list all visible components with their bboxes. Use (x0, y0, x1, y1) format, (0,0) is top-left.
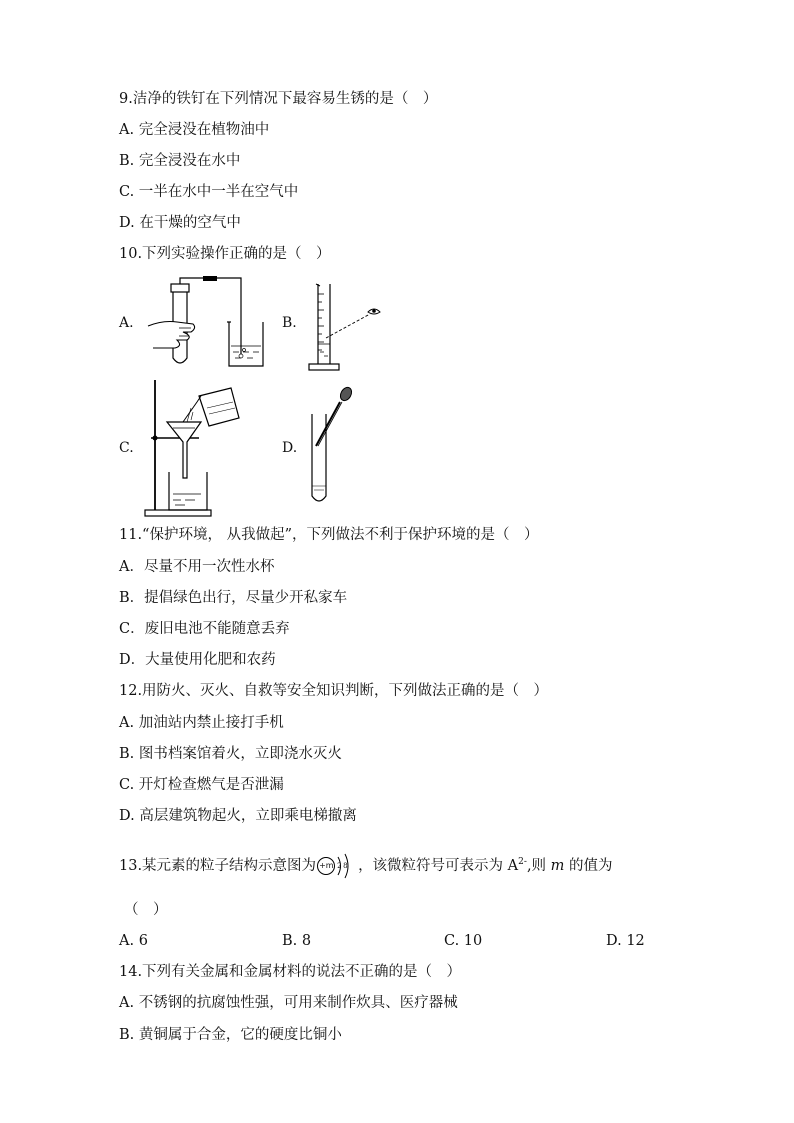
q11-option-c: C．废旧电池不能随意丢弃 (119, 621, 290, 637)
q12-option-b: B. 图书档案馆着火，立即浇水灭火 (119, 746, 342, 762)
q12-stem: 12.用防火、灭火、自救等安全知识判断，下列做法正确的是（ ） (119, 683, 549, 699)
q13-stem (119, 852, 613, 879)
q10-figure-a-airtightness-check (143, 276, 268, 371)
q11-stem: 11.“保护环境， 从我做起”，下列做法不利于保护环境的是（ ） (119, 527, 539, 543)
q13-charge: 2- (518, 857, 527, 867)
q13-stem-before: 13.某元素的粒子结构示意图为 (119, 857, 317, 874)
q13-shell1-electrons: 2 (337, 861, 342, 870)
q13-option-d: D. 12 (606, 933, 645, 949)
q11-option-b: B．提倡绿色出行，尽量少开私家车 (119, 590, 348, 606)
q13-stem-then: ,则 (526, 857, 547, 874)
q9-option-d: D. 在干燥的空气中 (119, 215, 241, 231)
q14-option-a: A. 不锈钢的抗腐蚀性强，可用来制作炊具、医疗器械 (119, 995, 458, 1011)
q13-option-b: B. 8 (282, 933, 312, 949)
q13-shell2-electrons: 8 (343, 861, 348, 870)
q10-figure-d-dropper (306, 386, 366, 508)
q9-option-b: B. 完全浸没在水中 (119, 153, 241, 169)
q10-label-a: A. (119, 315, 134, 331)
q10-figure-b-graduated-cylinder (306, 282, 386, 372)
q14-stem: 14.下列有关金属和金属材料的说法不正确的是（ ） (119, 964, 462, 980)
q13-atomic-structure-diagram (316, 853, 358, 879)
q13-variable-m: m (550, 857, 565, 874)
q12-option-d: D. 高层建筑物起火，立即乘电梯撤离 (119, 808, 357, 824)
q13-stem-end: 的值为 (569, 857, 613, 874)
q12-option-a: A. 加油站内禁止接打手机 (119, 715, 284, 731)
q13-nucleus-charge: +m (319, 860, 334, 870)
q9-option-c: C. 一半在水中一半在空气中 (119, 184, 299, 200)
q9-option-a: A. 完全浸没在植物油中 (119, 122, 270, 138)
q13-bracket: （ ） (124, 902, 168, 918)
q11-option-d: D．大量使用化肥和农药 (119, 652, 276, 668)
q10-label-b: B. (282, 315, 297, 331)
q10-label-d: D. (282, 440, 298, 456)
q10-stem: 10.下列实验操作正确的是（ ） (119, 246, 331, 262)
q13-option-c: C. 10 (444, 933, 483, 949)
q10-figure-c-filtration (143, 378, 268, 518)
q11-option-a: A．尽量不用一次性水杯 (119, 559, 275, 575)
q10-label-c: C. (119, 440, 134, 456)
q13-stem-after: ，该微粒符号可表示为 A (358, 857, 519, 874)
q9-stem: 9.洁净的铁钉在下列情况下最容易生锈的是（ ） (119, 91, 438, 107)
q12-option-c: C. 开灯检查燃气是否泄漏 (119, 777, 284, 793)
q13-option-a: A. 6 (119, 933, 148, 949)
q14-option-b: B. 黄铜属于合金，它的硬度比铜小 (119, 1027, 342, 1043)
